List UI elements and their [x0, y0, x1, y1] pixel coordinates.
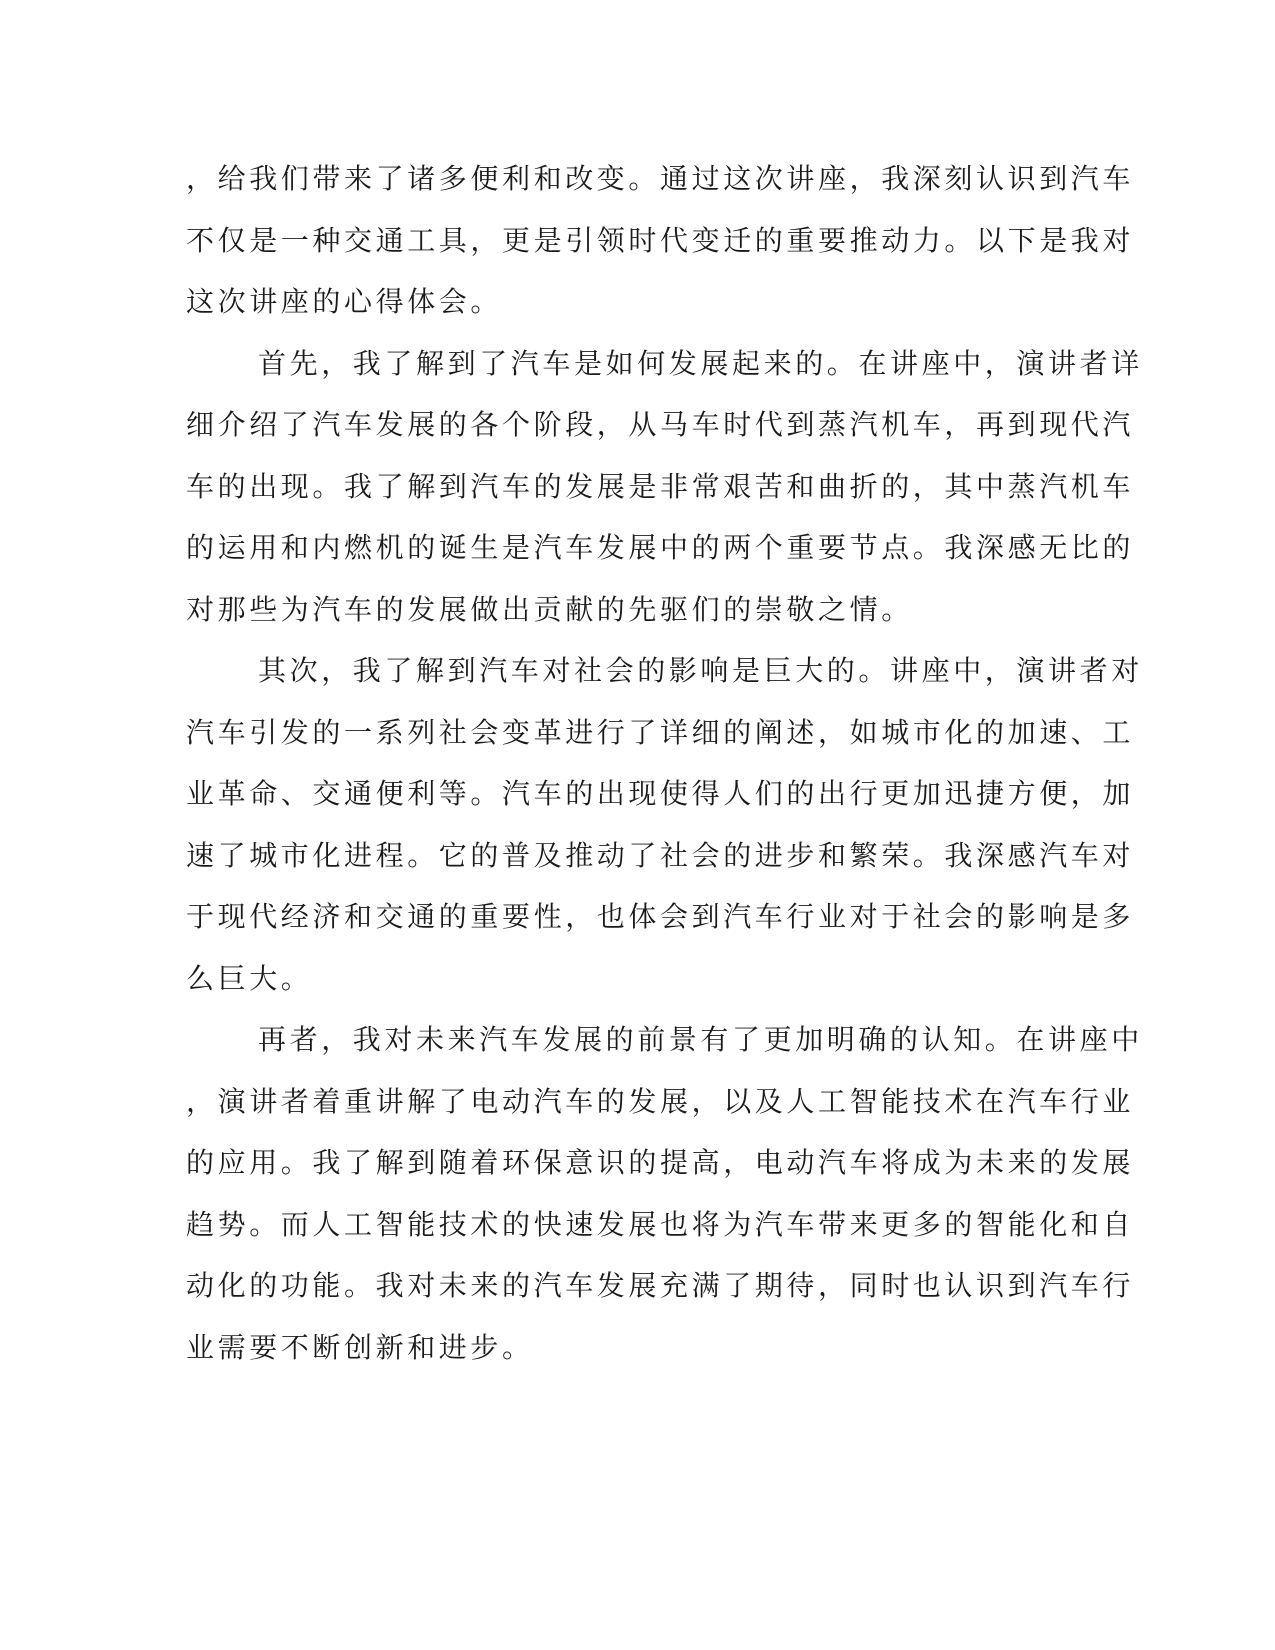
text-line: 业革命、交通便利等。汽车的出现使得人们的出行更加迅捷方便，加	[186, 777, 1135, 810]
text-line: 不仅是一种交通工具，更是引领时代变迁的重要推动力。以下是我对	[186, 223, 1135, 257]
paragraph	[186, 333, 1143, 641]
text-line: 趋势。而人工智能技术的快速发展也将为汽车带来更多的智能化和自	[186, 1207, 1135, 1241]
paragraph	[186, 1009, 1143, 1378]
document-body	[186, 148, 1143, 1378]
paragraph	[186, 640, 1143, 1009]
text-line: ，演讲者着重讲解了电动汽车的发展，以及人工智能技术在汽车行业	[186, 1084, 1135, 1118]
text-line: 的运用和内燃机的诞生是汽车发展中的两个重要节点。我深感无比的	[186, 531, 1135, 564]
paragraph	[186, 148, 1135, 333]
text-line: 于现代经济和交通的重要性，也体会到汽车行业对于社会的影响是多	[186, 900, 1135, 933]
text-line: 动化的功能。我对未来的汽车发展充满了期待，同时也认识到汽车行	[186, 1269, 1135, 1302]
text-line: 其次，我了解到汽车对社会的影响是巨大的。讲座中，演讲者对	[258, 654, 1143, 687]
text-line: 业需要不断创新和进步。	[186, 1330, 534, 1364]
text-line: ，给我们带来了诸多便利和改变。通过这次讲座，我深刻认识到汽车	[186, 162, 1135, 195]
text-line: 汽车引发的一系列社会变革进行了详细的阐述，如城市化的加速、工	[186, 715, 1135, 749]
text-line: 速了城市化进程。它的普及推动了社会的进步和繁荣。我深感汽车对	[186, 838, 1135, 872]
text-line: 首先，我了解到了汽车是如何发展起来的。在讲座中，演讲者详	[258, 346, 1143, 380]
text-line: 车的出现。我了解到汽车的发展是非常艰苦和曲折的，其中蒸汽机车	[186, 469, 1135, 503]
text-line: 细介绍了汽车发展的各个阶段，从马车时代到蒸汽机车，再到现代汽	[186, 408, 1135, 441]
text-line: 的应用。我了解到随着环保意识的提高，电动汽车将成为未来的发展	[186, 1146, 1135, 1179]
text-line: 再者，我对未来汽车发展的前景有了更加明确的认知。在讲座中	[258, 1023, 1143, 1056]
text-line: 么巨大。	[186, 961, 313, 995]
text-line: 对那些为汽车的发展做出贡献的先驱们的崇敬之情。	[186, 592, 913, 626]
text-line: 这次讲座的心得体会。	[186, 285, 503, 318]
